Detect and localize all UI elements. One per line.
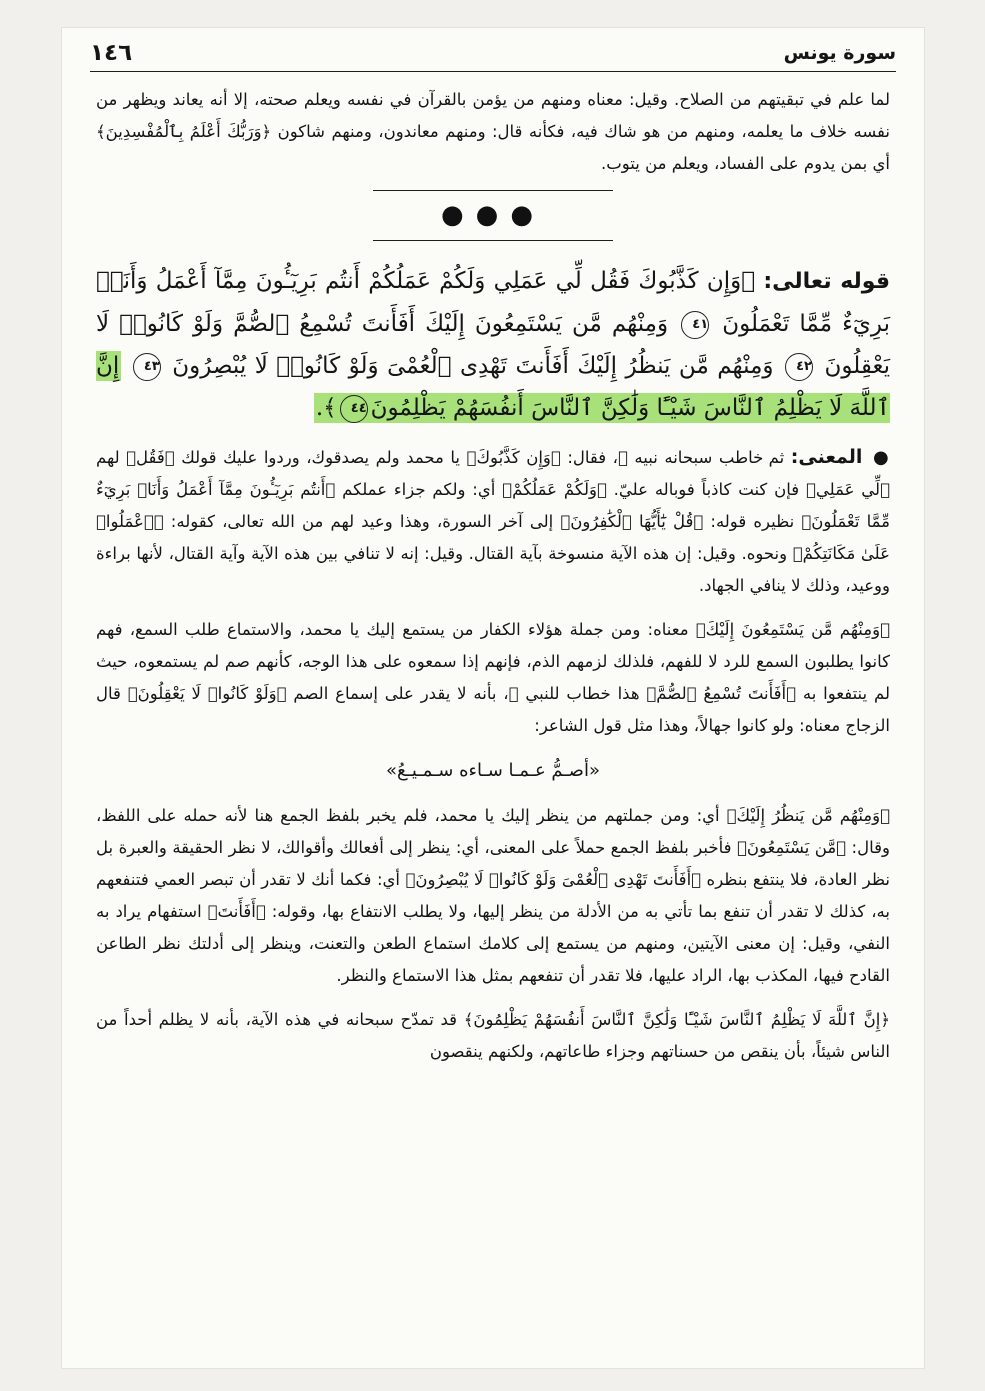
verse-42-text: وَمِنْهُم مَّن يَسْتَمِعُونَ إِلَيْكَ أَفَأَنتَ تُسْمِعُ ٱلصُّمَّ وَلَوْ كَانُوا۟ لَا يَعْقِلُونَ <box>96 311 891 379</box>
separator-rule-bottom <box>373 240 613 241</box>
separator-dots: ●●● <box>440 200 546 230</box>
verse-number-42: ٤٢ <box>785 353 813 381</box>
meaning-paragraph-3: ﴿وَمِنْهُم مَّن يَنظُرُ إِلَيْكَ﴾ أي: ومن جملتهم من ينظر إليك يا محمد، فلم يخبر بلفظ الجمع هنا لأنه حمله على اللفظ، وقال: ﴿مَّن يَسْتَمِعُونَ﴾ فأخبر بلفظ الجمع حملاً على المعنى، أي: ينظر إلى أفعالك وأقوالك، لا نظر الحقيقة والعبرة بل نظر العادة، فلا ينتفع بنظره ﴿أَفَأَنتَ تَهْدِى ٱلْعُمْىَ وَلَوْ كَانُوا۟ لَا يُبْصِرُونَ﴾ أي: فكما أنك لا تقدر أن تبصر العمي فتنفعهم به، كذلك لا تقدر أن تنفع بما تأتي به من الأدلة من ينظر إليها، ولا يطلب الانتفاع بها، وقوله: ﴿أَفَأَنتَ﴾ استفهام يراد به النفي، وقيل: إن معنى الآيتين، ومنهم من يستمع إلى كلامك استماع الطعن والتعنت، وينظر إلى أدلتك نظر الطاعن القادح فيها، المكذب بها، الراد عليها، فلا تقدر أن تنفعهم بمثل هذا الاستماع والنظر. <box>96 806 890 985</box>
meaning-label: المعنى: <box>790 446 863 468</box>
meaning-section <box>96 441 890 1068</box>
verses-end-bracket: ﴾. <box>315 395 337 421</box>
section-separator <box>373 190 613 244</box>
bullet-icon: ● <box>872 447 890 468</box>
verse-43-text: وَمِنْهُم مَّن يَنظُرُ إِلَيْكَ أَفَأَنتَ تَهْدِى ٱلْعُمْىَ وَلَوْ كَانُوا۟ لَا يُبْصِرُونَ <box>172 353 774 379</box>
verse-44-text: إِنَّ ٱللَّهَ لَا يَظْلِمُ ٱلنَّاسَ شَيْـًٔا وَلَٰكِنَّ ٱلنَّاسَ أَنفُسَهُمْ يَظْلِمُونَ <box>96 353 890 421</box>
surah-title: سورة يونس <box>783 41 896 64</box>
paragraph-gap <box>96 602 890 614</box>
separator-rule-top <box>373 190 613 191</box>
verses-label: قوله تعالى: <box>763 269 891 294</box>
verse-number-43: ٤٣ <box>133 353 161 381</box>
meaning-p1-text: ثم خاطب سبحانه نبيه ﷺ، فقال: ﴿وَإِن كَذَّبُوكَ﴾ يا محمد ولم يصدقوك، وردوا عليك قولك ﴿فَقُل﴾ لهم ﴿لِّي عَمَلِي﴾ فإن كنت كاذباً فوباله عليّ. ﴿وَلَكُمْ عَمَلُكُمْ﴾ أي: ولكم جزاء عملكم ﴿أَنتُم بَرِيٓـُٔونَ مِمَّآ أَعْمَلُ وَأَنَا۠ بَرِيٓءٌ مِّمَّا تَعْمَلُونَ﴾ نظيره قوله: ﴿قُلْ يَٰٓأَيُّهَا ٱلْكَٰفِرُونَ﴾ إلى آخر السورة، وهذا وعيد لهم من الله تعالى، كقوله: ﴿ٱعْمَلُوا۟ عَلَىٰ مَكَانَتِكُمْ﴾ ونحوه. وقيل: إن هذه الآية منسوخة بآية القتال. وقيل: إنه لا تنافي بين هذه الآية وآية القتال، لأنها براءة ووعيد، وذلك لا ينافي الجهاد. <box>96 448 890 595</box>
page-number: ١٤٦ <box>90 39 133 66</box>
verses-block <box>96 260 890 429</box>
paragraph-gap <box>96 992 890 1004</box>
book-page <box>62 28 924 1368</box>
meaning-paragraph-2: ﴿وَمِنْهُم مَّن يَسْتَمِعُونَ إِلَيْكَ﴾ معناه: ومن جملة هؤلاء الكفار من يستمع إليك يا محمد، والاستماع طلب السمع، فهم كانوا يطلبون السمع للرد لا للفهم، فلذلك لزمهم الذم، فإنهم إذا سمعوه على هذا الوجه، كأنهم صم لم يستمعوه، حيث لم ينتفعوا به ﴿أَفَأَنتَ تُسْمِعُ ٱلصُّمَّ﴾ هذا خطاب للنبي ﷺ، بأنه لا يقدر على إسماع الصم ﴿وَلَوْ كَانُوا۟ لَا يَعْقِلُونَ﴾ قال الزجاج معناه: ولو كانوا جهالاً، وهذا مثل قول الشاعر: <box>96 620 890 735</box>
intro-paragraph: لما علم في تبقيتهم من الصلاح. وقيل: معناه ومنهم من يؤمن بالقرآن في نفسه ويعلم صحته، إلا أنه يعاند ويظهر من نفسه خلاف ما يعلمه، ومنهم من هو شاك فيه، فكأنه قال: ومنهم معاندون، ومنهم شاكون ﴿وَرَبُّكَ أَعْلَمُ بِٱلْمُفْسِدِينَ﴾ أي بمن يدوم على الفساد، ويعلم من يتوب. <box>96 90 890 173</box>
verse-41-text: ﴿وَإِن كَذَّبُوكَ فَقُل لِّي عَمَلِي وَلَكُمْ عَمَلُكُمْ أَنتُم بَرِيٓـُٔونَ مِمَّآ أَعْمَلُ وَأَنَا۠ بَرِيٓءٌ مِّمَّا تَعْمَلُونَ <box>96 268 891 337</box>
poem-verse: «أصـمُّ عـمـا سـاءه سـمـيـعُ» <box>386 760 600 781</box>
verse-number-41: ٤١ <box>681 311 709 339</box>
verse-number-44: ٤٤ <box>340 395 368 423</box>
page-header <box>90 34 896 72</box>
meaning-paragraph-4: ﴿إِنَّ ٱللَّهَ لَا يَظْلِمُ ٱلنَّاسَ شَيْـًٔا وَلَٰكِنَّ ٱلنَّاسَ أَنفُسَهُمْ يَظْلِمُونَ﴾ قد تمدّح سبحانه في هذه الآية، بأنه لا يظلم أحداً من الناس شيئاً، بأن ينقص من حسناتهم وجزاء طاعاتهم، ولكنهم ينقصون <box>96 1010 890 1061</box>
page-content <box>96 84 890 1068</box>
meaning-paragraph-1 <box>96 441 890 602</box>
